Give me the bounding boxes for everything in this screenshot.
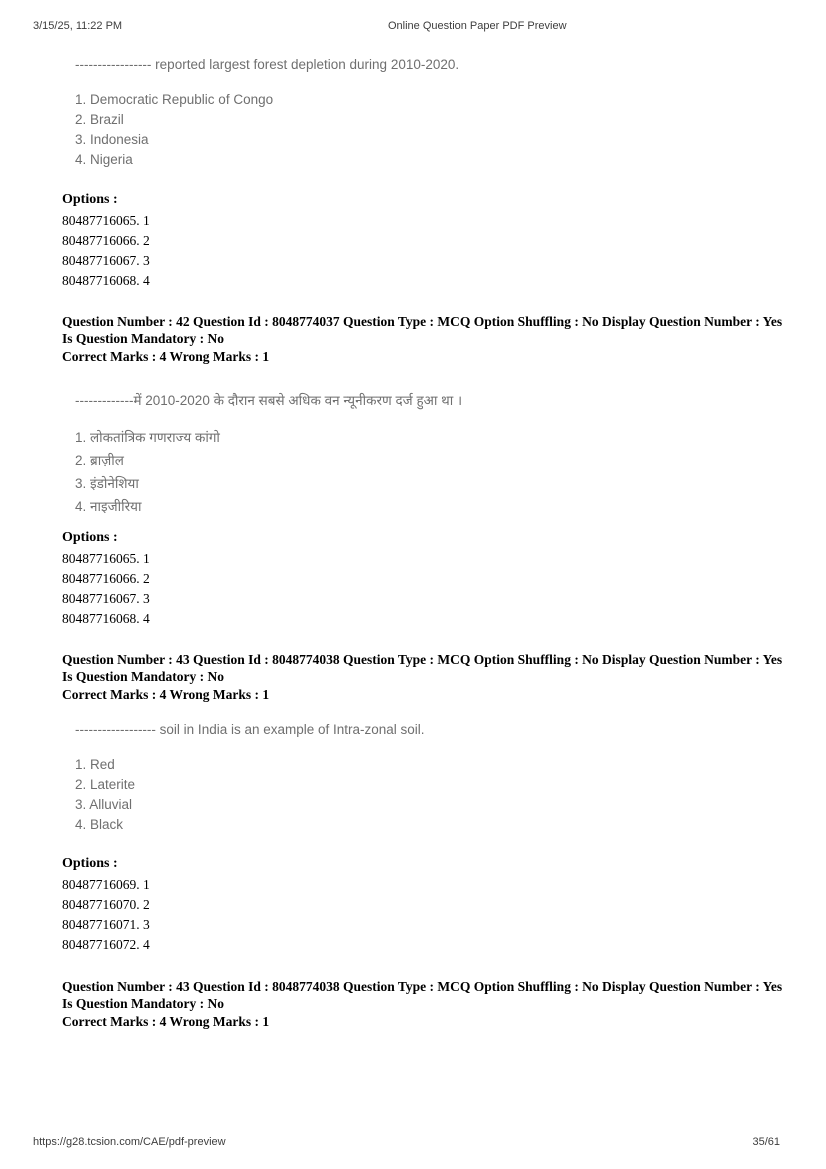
marks-line: Correct Marks : 4 Wrong Marks : 1 <box>62 349 270 364</box>
header-datetime: 3/15/25, 11:22 PM <box>33 20 123 32</box>
question-choices <box>75 426 462 518</box>
question-choices <box>75 90 459 170</box>
question-meta-42 <box>62 313 782 365</box>
footer-page-number: 35/61 <box>752 1136 780 1148</box>
meta-line-2: Is Question Mandatory : No <box>62 996 225 1011</box>
meta-line-1: Question Number : 43 Question Id : 8048774038 Question Type : MCQ Option Shuffling : No Display Question Number : Yes <box>62 979 783 994</box>
meta-line-1: Question Number : 43 Question Id : 8048774038 Question Type : MCQ Option Shuffling : No Display Question Number : Yes <box>62 652 783 667</box>
option-id: 80487716067. 3 <box>62 253 150 268</box>
option-id: 80487716068. 4 <box>62 273 150 288</box>
option-id: 80487716069. 1 <box>62 877 150 892</box>
options-block-2 <box>62 530 150 629</box>
options-label: Options : <box>62 530 118 545</box>
option-id-list <box>62 875 150 955</box>
marks-line: Correct Marks : 4 Wrong Marks : 1 <box>62 687 270 702</box>
choice-3: 3. इंडोनेशिया <box>75 476 139 491</box>
options-block-1 <box>62 192 150 291</box>
options-label: Options : <box>62 856 118 871</box>
footer-url: https://g28.tcsion.com/CAE/pdf-preview <box>33 1136 226 1148</box>
choice-1: 1. लोकतांत्रिक गणराज्य कांगो <box>75 430 220 445</box>
choice-2: 2. Brazil <box>75 112 124 127</box>
choice-3: 3. Alluvial <box>75 797 133 812</box>
option-id: 80487716070. 2 <box>62 897 150 912</box>
question-meta-43 <box>62 651 782 703</box>
option-id: 80487716065. 1 <box>62 551 150 566</box>
question-meta-43-repeat <box>62 978 782 1030</box>
option-id: 80487716068. 4 <box>62 611 150 626</box>
choice-4: 4. Nigeria <box>75 152 133 167</box>
option-id: 80487716072. 4 <box>62 937 150 952</box>
option-id: 80487716066. 2 <box>62 233 150 248</box>
header-title: Online Question Paper PDF Preview <box>388 20 567 32</box>
question-block-hi-42 <box>75 393 462 518</box>
option-id: 80487716065. 1 <box>62 213 150 228</box>
choice-1: 1. Democratic Republic of Congo <box>75 92 274 107</box>
choice-1: 1. Red <box>75 757 115 772</box>
question-text: ----------------- reported largest forest depletion during 2010-2020. <box>75 57 460 72</box>
choice-3: 3. Indonesia <box>75 132 149 147</box>
choice-2: 2. Laterite <box>75 777 136 792</box>
meta-line-1: Question Number : 42 Question Id : 8048774037 Question Type : MCQ Option Shuffling : No Display Question Number : Yes <box>62 314 783 329</box>
question-block-en-42 <box>75 57 459 170</box>
option-id: 80487716067. 3 <box>62 591 150 606</box>
option-id: 80487716066. 2 <box>62 571 150 586</box>
option-id: 80487716071. 3 <box>62 917 150 932</box>
meta-line-2: Is Question Mandatory : No <box>62 669 225 684</box>
option-id-list <box>62 549 150 629</box>
choice-2: 2. ब्राज़ील <box>75 453 124 468</box>
meta-line-2: Is Question Mandatory : No <box>62 331 225 346</box>
question-block-en-43 <box>75 722 425 835</box>
option-id-list <box>62 211 150 291</box>
choice-4: 4. Black <box>75 817 124 832</box>
choice-4: 4. नाइजीरिया <box>75 499 142 514</box>
question-text: ------------------ soil in India is an example of Intra-zonal soil. <box>75 722 425 737</box>
marks-line: Correct Marks : 4 Wrong Marks : 1 <box>62 1014 270 1029</box>
options-block-3 <box>62 856 150 955</box>
question-text: -------------में 2010-2020 के दौरान सबसे अधिक वन न्यूनीकरण दर्ज हुआ था । <box>75 393 463 408</box>
options-label: Options : <box>62 192 118 207</box>
question-choices <box>75 755 425 835</box>
